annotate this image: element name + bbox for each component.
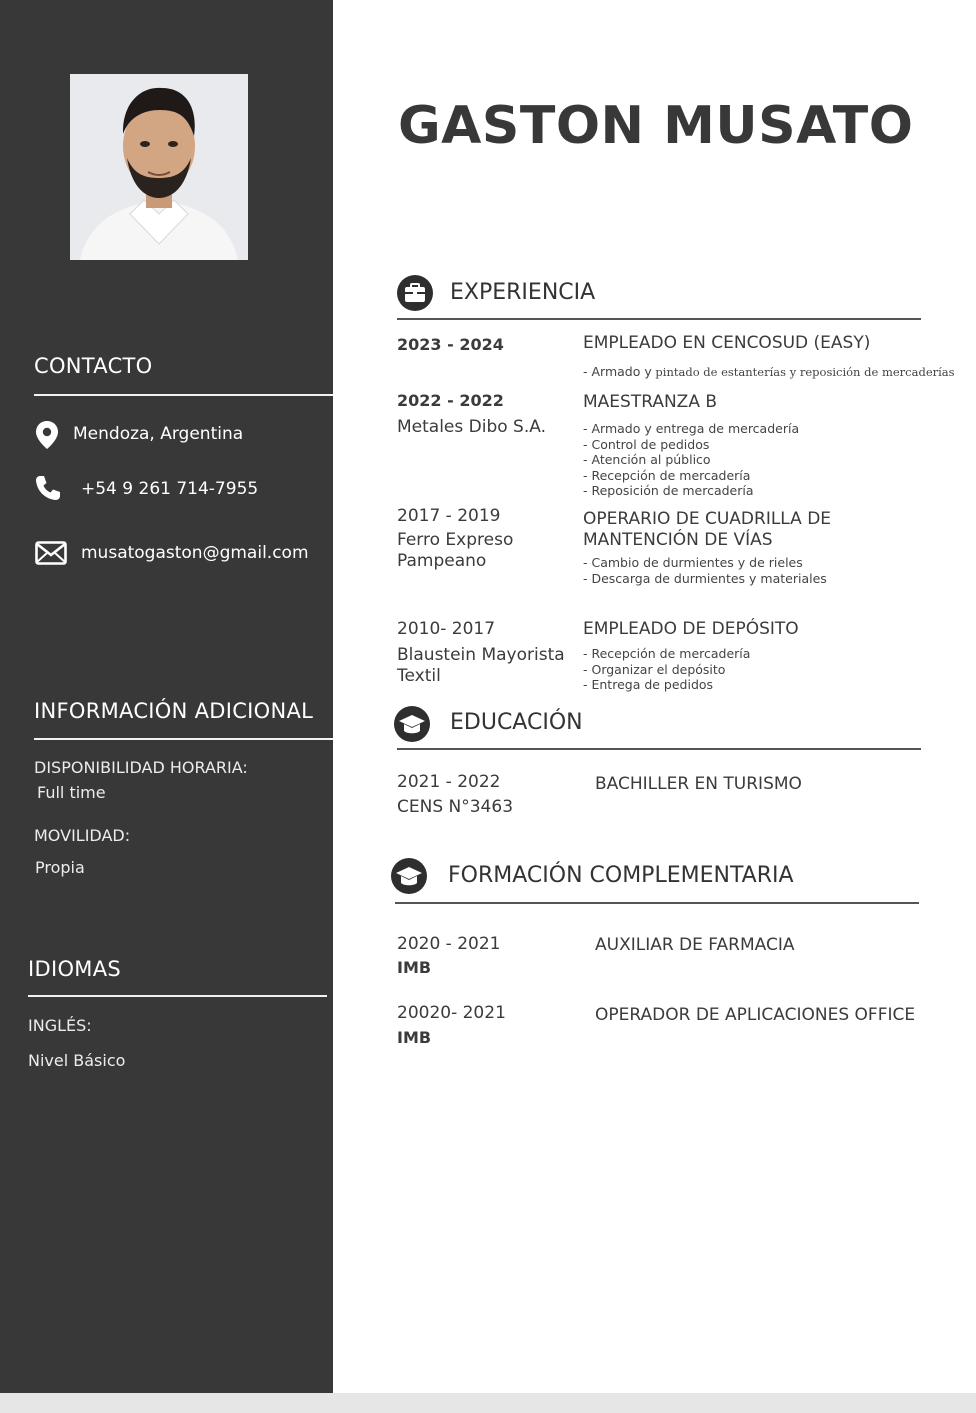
edu-1-school: CENS N°3463 [397,797,514,817]
exp-4-role: EMPLEADO DE DEPÓSITO [583,619,799,639]
english-label: INGLÉS: [28,1016,92,1035]
exp-1-years: 2023 - 2024 [397,335,504,354]
profile-photo [70,74,248,260]
training-divider [395,902,919,904]
training-1-years: 2020 - 2021 [397,934,501,954]
availability-value: Full time [37,783,106,802]
full-name: GASTON MUSATO [398,96,914,156]
exp-2-bullet: - Recepción de mercadería [583,467,751,483]
exp-4-bullet: - Recepción de mercadería [583,646,751,661]
languages-heading: IDIOMAS [28,957,122,981]
edu-1-years: 2021 - 2022 [397,772,501,792]
exp-2-bullet: - Reposición de mercadería [583,483,754,498]
exp-4-bullets [583,646,750,693]
mobility-label: MOVILIDAD: [34,826,131,845]
exp-4-years: 2010- 2017 [397,619,496,639]
location-pin-icon [34,420,60,450]
training-2-title: OPERADOR DE APLICACIONES OFFICE [595,1005,916,1025]
exp-4-bullet: - Organizar el depósito [583,661,726,677]
exp-3-bullets [583,555,827,586]
training-2-years: 20020- 2021 [397,1003,506,1023]
languages-divider [28,995,327,997]
exp-3-org: Ferro Expreso Pampeano [397,530,514,571]
contact-email[interactable]: musatogaston@gmail.com [81,543,309,563]
edu-1-title: BACHILLER EN TURISMO [595,774,802,794]
additional-info-divider [34,738,333,740]
profile-photo-image [70,74,248,260]
exp-1-note [583,364,955,379]
exp-2-years: 2022 - 2022 [397,391,504,410]
exp-1-note-rest: pintado de estanterías y reposición de mercaderías [651,365,955,379]
experience-heading: EXPERIENCIA [450,280,596,305]
training-1-institution: IMB [397,958,432,977]
english-level: Nivel Básico [28,1051,126,1070]
additional-info-heading: INFORMACIÓN ADICIONAL [34,699,314,723]
contact-phone[interactable]: +54 9 261 714-7955 [81,479,259,499]
contact-location: Mendoza, Argentina [73,424,244,444]
availability-label: DISPONIBILIDAD HORARIA: [34,758,248,777]
sidebar [0,0,333,1393]
exp-1-note-lead: - Armado y [583,364,652,379]
briefcase-icon [397,275,433,311]
exp-3-years: 2017 - 2019 [397,506,501,526]
education-divider [397,748,921,750]
graduation-cap-icon [394,706,430,742]
exp-2-org: Metales Dibo S.A. [397,417,546,437]
training-1-title: AUXILIAR DE FARMACIA [595,935,795,955]
training-2-institution: IMB [397,1028,432,1047]
exp-2-role: MAESTRANZA B [583,392,718,412]
phone-icon [34,474,62,502]
graduation-cap-icon [391,858,427,894]
exp-1-role: EMPLEADO EN CENCOSUD (EASY) [583,333,871,353]
envelope-icon [35,541,67,565]
contact-heading: CONTACTO [34,354,153,378]
contact-divider [34,394,333,396]
exp-2-bullets [583,421,799,499]
exp-3-bullet: - Cambio de durmientes y de rieles [583,555,803,570]
exp-2-bullet: - Atención al público [583,452,711,467]
exp-3-role: OPERARIO DE CUADRILLA DE MANTENCIÓN DE VÍAS [583,509,832,550]
exp-3-bullet: - Descarga de durmientes y materiales [583,570,827,586]
exp-2-bullet: - Control de pedidos [583,436,710,452]
exp-2-bullet: - Armado y entrega de mercadería [583,421,800,436]
exp-4-org: Blaustein Mayorista Textil [397,645,565,686]
training-heading: FORMACIÓN COMPLEMENTARIA [448,863,794,888]
experience-divider [397,318,921,320]
exp-4-bullet: - Entrega de pedidos [583,677,714,692]
page-bottom-strip [0,1393,976,1413]
mobility-value: Propia [35,858,85,877]
education-heading: EDUCACIÓN [450,710,583,735]
